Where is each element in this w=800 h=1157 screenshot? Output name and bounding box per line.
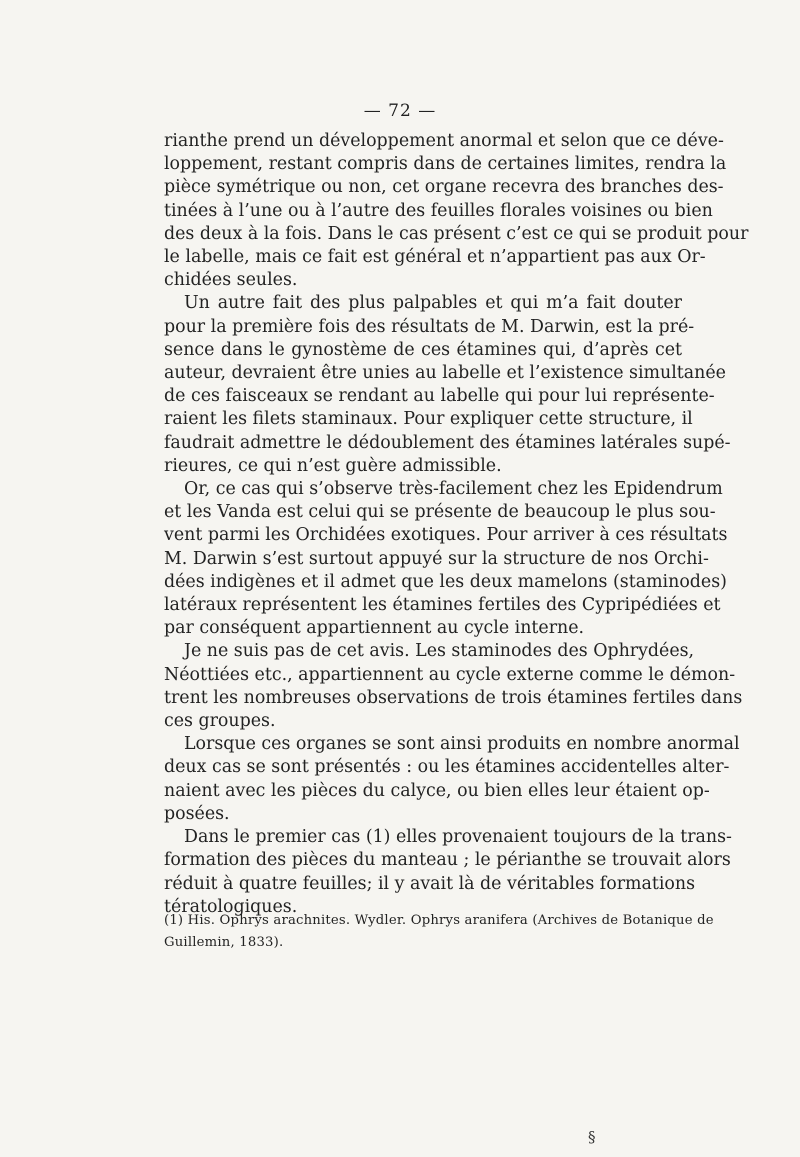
text-line: Dans le premier cas (1) elles provenaient toujours de la trans- [184, 827, 732, 848]
text-line: faudrait admettre le dédoublement des étamines latérales supé- [164, 432, 731, 453]
text-line: formation des pièces du manteau ; le périanthe se trouvait alors [164, 850, 731, 871]
text-line: par conséquent appartiennent au cycle interne. [164, 618, 585, 639]
text-line: dées indigènes et il admet que les deux mamelons (staminodes) [164, 571, 727, 592]
text-line: Or, ce cas qui s’observe très-facilement chez les Epidendrum [184, 479, 723, 500]
page-number: — 72 — [363, 101, 437, 121]
text-line: pièce symétrique ou non, cet organe recevra des branches des- [164, 177, 724, 198]
footnote [164, 910, 714, 954]
text-line: sence dans le gynostème de ces étamines qui, d’après cet [164, 339, 682, 360]
text-line: vent parmi les Orchidées exotiques. Pour arriver à ces résultats [164, 525, 728, 546]
text-line: posées. [164, 803, 230, 824]
text-line: réduit à quatre feuilles; il y avait là de véritables formations [164, 873, 696, 894]
text-line: pour la première fois des résultats de M. Darwin, est la pré- [164, 316, 695, 337]
text-line: le labelle, mais ce fait est général et n’appartient pas aux Or- [164, 247, 706, 268]
text-line: Je ne suis pas de cet avis. Les staminodes des Ophrydées, [184, 641, 695, 662]
text-line: rieures, ce qui n’est guère admissible. [164, 455, 502, 476]
text-line: et les Vanda est celui qui se présente de beaucoup le plus sou- [164, 502, 716, 523]
text-line: auteur, devraient être unies au labelle et l’existence simultanée [164, 363, 726, 384]
text-line: de ces faisceaux se rendant au labelle qui pour lui représente- [164, 386, 715, 407]
text-line: ces groupes. [164, 711, 276, 732]
text-line: tinées à l’une ou à l’autre des feuilles florales voisines ou bien [164, 200, 713, 221]
footnote-line: Guillemin, 1833). [164, 935, 284, 950]
footnote-line: (1) His. Ophrys arachnites. Wydler. Ophrys aranifera (Archives de Botanique de [164, 913, 714, 928]
text-line: deux cas se sont présentés : ou les étamines accidentelles alter- [164, 757, 730, 778]
text-line: trent les nombreuses observations de trois étamines fertiles dans [164, 687, 743, 708]
text-line: latéraux représentent les étamines fertiles des Cypripédiées et [164, 595, 721, 616]
text-line: chidées seules. [164, 270, 298, 291]
text-line: rianthe prend un développement anormal et selon que ce déve- [164, 131, 724, 151]
text-line: Un autre fait des plus palpables et qui m’a fait douter [184, 293, 682, 314]
bottom-printer-mark: § [588, 1128, 596, 1146]
text-line: raient les filets staminaux. Pour expliquer cette structure, il [164, 409, 693, 430]
body-text [164, 130, 749, 919]
text-line: loppement, restant compris dans de certaines limites, rendra la [164, 154, 727, 175]
text-line: des deux à la fois. Dans le cas présent c’est ce qui se produit pour [164, 223, 749, 244]
text-line: Lorsque ces organes se sont ainsi produits en nombre anormal [184, 734, 740, 755]
text-line: naient avec les pièces du calyce, ou bien elles leur étaient op- [164, 780, 710, 801]
text-line: tératologiques. [164, 896, 298, 917]
text-line: M. Darwin s’est surtout appuyé sur la structure de nos Orchi- [164, 548, 709, 569]
text-line: Néottiées etc., appartiennent au cycle externe comme le démon- [164, 664, 736, 685]
